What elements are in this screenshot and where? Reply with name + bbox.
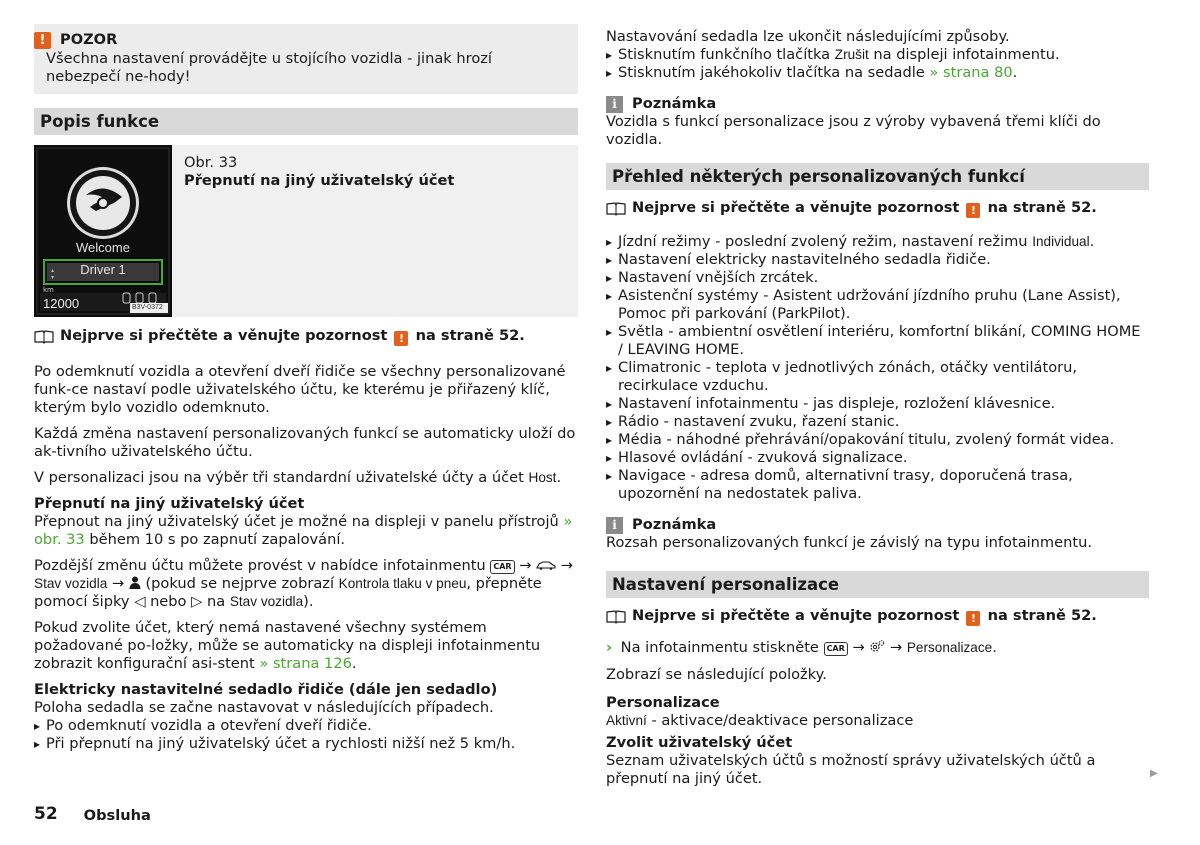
list-item: ▸ Po odemknutí vozidla a otevření dveří řidiče. bbox=[34, 717, 578, 735]
item-text: Seznam uživatelských účtů s možností správy uživatelských účtů a přepnutí na jiný účet. bbox=[606, 752, 1096, 787]
read-first-notice bbox=[606, 607, 1149, 626]
step-arrow-icon: › bbox=[606, 639, 613, 656]
read-first-notice bbox=[34, 327, 578, 346]
p4-text-f: ). bbox=[303, 593, 314, 610]
item-title: Zvolit uživatelský účet bbox=[606, 734, 793, 751]
gear-icon bbox=[869, 640, 885, 653]
screen-km-label: km bbox=[43, 286, 54, 294]
feature-text: Jízdní režimy - poslední zvolený režim, nastavení režimu bbox=[618, 233, 1028, 250]
arrow-left-icon: ◁ bbox=[134, 593, 146, 610]
read-first-suffix: na straně 52. bbox=[987, 199, 1097, 216]
p4-text-b: (pokud se nejprve zobrazí bbox=[145, 575, 335, 592]
svg-text:▴: ▴ bbox=[51, 267, 55, 274]
warning-title: POZOR bbox=[60, 31, 118, 48]
next-page-icon: ▶ bbox=[1150, 768, 1158, 779]
paragraph-1: Po odemknutí vozidla a otevření dveří řidiče se všechny personalizované funk-ce nastaví podle uživatelského účtu, ke kterému je přiřazený klíč, kterým bylo vozidlo odemknuto. bbox=[34, 363, 566, 416]
intro-bullets bbox=[606, 46, 1149, 82]
menu-stav-vozidla-2: Stav vozidla bbox=[229, 594, 304, 609]
p4-text-d: nebo bbox=[150, 593, 187, 610]
features-list bbox=[606, 233, 1149, 503]
list-item bbox=[606, 233, 1149, 251]
screen-km-value: 12000 bbox=[43, 296, 80, 311]
read-first-notice bbox=[606, 199, 1149, 218]
p3-end: . bbox=[556, 469, 562, 486]
page-footer bbox=[34, 805, 151, 825]
bullet-text: Stisknutím funkčního tlačítka bbox=[618, 46, 831, 63]
figure-title: Přepnutí na jiný uživatelský účet bbox=[184, 172, 455, 189]
left-column bbox=[34, 24, 578, 753]
book-icon bbox=[606, 610, 626, 624]
dashboard-display-illustration bbox=[34, 145, 172, 317]
section-title-nastaveni: Nastavení personalizace bbox=[606, 571, 1149, 598]
step-end: . bbox=[992, 639, 997, 656]
book-icon bbox=[34, 330, 54, 344]
read-first-suffix: na straně 52. bbox=[415, 327, 525, 344]
list-item: ▸ Média - náhodné přehrávání/opakování titulu, zvolený formát videa. bbox=[606, 431, 1149, 449]
zrusit-label: Zrušit bbox=[834, 47, 869, 62]
p4-text: Pozdější změnu účtu můžete provést v nabídce infotainmentu bbox=[34, 557, 486, 574]
figure-number: Obr. 33 bbox=[184, 154, 238, 171]
list-item: ▸ Nastavení vnějších zrcátek. bbox=[606, 269, 1149, 287]
note-title: Poznámka bbox=[632, 516, 717, 533]
subsection-title: Přepnutí na jiný uživatelský účet bbox=[34, 495, 305, 512]
right-column bbox=[606, 24, 1149, 788]
paragraph-2: Každá změna nastavení personalizovaných funkcí se automaticky uloží do ak-tivního uživatelského účtu. bbox=[34, 425, 576, 460]
figure-caption bbox=[172, 145, 454, 317]
sub2-text: Poloha sedadla se začne nastavovat v následujících případech. bbox=[34, 699, 494, 716]
arrow: → bbox=[519, 557, 532, 574]
list-item: ▸ Rádio - nastavení zvuku, řazení stanic. bbox=[606, 413, 1149, 431]
arrow-right-icon: ▷ bbox=[191, 593, 203, 610]
section-title-prehled: Přehled některých personalizovaných funkcí bbox=[606, 163, 1149, 190]
chapter-name: Obsluha bbox=[83, 807, 151, 824]
arrow: → bbox=[111, 575, 125, 592]
warning-header bbox=[34, 30, 566, 50]
seat-bullet-list bbox=[34, 717, 578, 753]
list-item: ▸ Nastavení infotainmentu - jas displeje, rozložení klávesnice. bbox=[606, 395, 1149, 413]
book-icon bbox=[606, 202, 626, 216]
list-item: ▸ Navigace - adresa domů, alternativní trasy, doporučená trasa, upozornění na nedostatek paliva. bbox=[606, 467, 1149, 503]
list-item: ▸ Climatronic - teplota v jednotlivých zónách, otáčky ventilátoru, recirkulace vzduchu. bbox=[606, 359, 1149, 395]
read-first-prefix: Nejprve si přečtěte a věnujte pozornost bbox=[60, 327, 388, 344]
list-item bbox=[606, 64, 1149, 82]
figure-code: B3V-0372 bbox=[132, 304, 163, 311]
p5-text: Pokud zvolite účet, který nemá nastavené všechny systémem požadované po-ložky, může se automaticky na displeji infotainmentu zobrazit konfigurační asi-stent bbox=[34, 619, 541, 672]
car-settings-icon bbox=[536, 560, 556, 570]
item-personalizace bbox=[606, 694, 1149, 730]
car-button-icon: CAR bbox=[824, 642, 848, 656]
item-zvolit-ucet bbox=[606, 734, 1149, 788]
user-icon bbox=[129, 576, 141, 589]
menu-stav-vozidla: Stav vozidla bbox=[34, 576, 108, 591]
p3-text: V personalizaci jsou na výběr tři standardní uživatelské účty a účet bbox=[34, 469, 524, 486]
intro-text: Nastavování sedadla lze ukončit následujícími způsoby. bbox=[606, 28, 1010, 45]
item-title: Personalizace bbox=[606, 694, 720, 711]
subsection-switch-account bbox=[34, 495, 578, 549]
read-first-suffix: na straně 52. bbox=[987, 607, 1097, 624]
arrow: → bbox=[889, 639, 903, 656]
paragraph-3 bbox=[34, 469, 578, 487]
paragraph-5 bbox=[34, 619, 578, 673]
warning-icon: ! bbox=[34, 32, 51, 49]
menu-personalizace: Personalizace bbox=[906, 640, 993, 655]
warning-text: Všechna nastavení provádějte u stojícího vozidla - jinak hrozí nebezpečí ne-hody! bbox=[46, 50, 492, 85]
feature-end: . bbox=[1089, 233, 1095, 250]
car-button-icon: CAR bbox=[490, 560, 514, 574]
individual-label: Individual bbox=[1032, 234, 1090, 249]
read-first-prefix: Nejprve si přečtěte a věnujte pozornost bbox=[632, 607, 960, 624]
warning-box bbox=[34, 24, 578, 94]
list-item: ▸ Asistenční systémy - Asistent udržování jízdního pruhu (Lane Assist), Pomoc při parkování (ParkPilot). bbox=[606, 287, 1149, 323]
list-item: ▸ Hlasové ovládání - zvuková signalizace. bbox=[606, 449, 1149, 467]
note-text: Rozsah personalizovaných funkcí je závislý na typu infotainmentu. bbox=[606, 534, 1092, 551]
screen-driver-text: Driver 1 bbox=[80, 262, 126, 277]
bullet-end: . bbox=[1012, 64, 1018, 81]
figure-33 bbox=[34, 145, 578, 317]
shows-text: Zobrazí se následující položky. bbox=[606, 666, 827, 683]
list-item: ▸ Při přepnutí na jiný uživatelský účet a rychlosti nižší než 5 km/h. bbox=[34, 735, 578, 753]
p5-end: . bbox=[351, 655, 357, 672]
info-icon: i bbox=[606, 517, 623, 534]
bullet-text: na displeji infotainmentu. bbox=[873, 46, 1060, 63]
svg-text:▾: ▾ bbox=[51, 274, 55, 281]
aktivni-label: Aktivní bbox=[606, 713, 647, 728]
link-figure-33[interactable]: » obr. 33 bbox=[34, 513, 573, 548]
step-instruction bbox=[606, 639, 1149, 657]
sub1-text: Přepnout na jiný uživatelský účet je možné na displeji v panelu přístrojů bbox=[34, 513, 559, 530]
note-header bbox=[606, 516, 1149, 534]
screen-welcome-text: Welcome bbox=[76, 240, 130, 255]
link-strana-80[interactable]: » strana 80 bbox=[929, 64, 1013, 81]
section-title-popis-funkce: Popis funkce bbox=[34, 108, 578, 135]
host-account-label: Host bbox=[528, 470, 557, 485]
read-first-prefix: Nejprve si přečtěte a věnujte pozornost bbox=[632, 199, 960, 216]
list-item: ▸ Světla - ambientní osvětlení interiéru, komfortní blikání, COMING HOME / LEAVING HOME. bbox=[606, 323, 1149, 359]
note-text: Vozidla s funkcí personalizace jsou z výroby vybavená třemi klíči do vozidla. bbox=[606, 113, 1101, 148]
page-number: 52 bbox=[34, 804, 58, 824]
subsection-title: Elektricky nastavitelné sedadlo řidiče (dále jen sedadlo) bbox=[34, 681, 498, 698]
subsection-seat bbox=[34, 681, 578, 717]
list-item: ▸ Nastavení elektricky nastavitelného sedadla řidiče. bbox=[606, 251, 1149, 269]
p4-text-c: , přepněte pomocí šipky bbox=[34, 575, 542, 610]
paragraph-4 bbox=[34, 557, 578, 611]
sub1-text2: během 10 s po zapnutí zapalování. bbox=[89, 531, 346, 548]
bullet-text: Stisknutím jakéhokoliv tlačítka na sedadle bbox=[618, 64, 925, 81]
info-icon: i bbox=[606, 96, 623, 113]
note-title: Poznámka bbox=[632, 95, 717, 112]
list-item bbox=[606, 46, 1149, 64]
menu-kontrola-tlaku: Kontrola tlaku v pneu bbox=[338, 576, 467, 591]
p4-text-e: na bbox=[207, 593, 226, 610]
link-strana-126[interactable]: » strana 126 bbox=[259, 655, 352, 672]
warning-icon: ! bbox=[966, 203, 980, 218]
note-header bbox=[606, 95, 1149, 113]
arrow: → bbox=[852, 639, 865, 656]
step-text: Na infotainmentu stiskněte bbox=[620, 639, 819, 656]
warning-icon: ! bbox=[394, 331, 408, 346]
warning-icon: ! bbox=[966, 611, 980, 626]
figure-image-dashboard bbox=[34, 145, 172, 317]
item-text: - aktivace/deaktivace personalizace bbox=[651, 712, 914, 729]
arrow: → bbox=[560, 557, 573, 574]
